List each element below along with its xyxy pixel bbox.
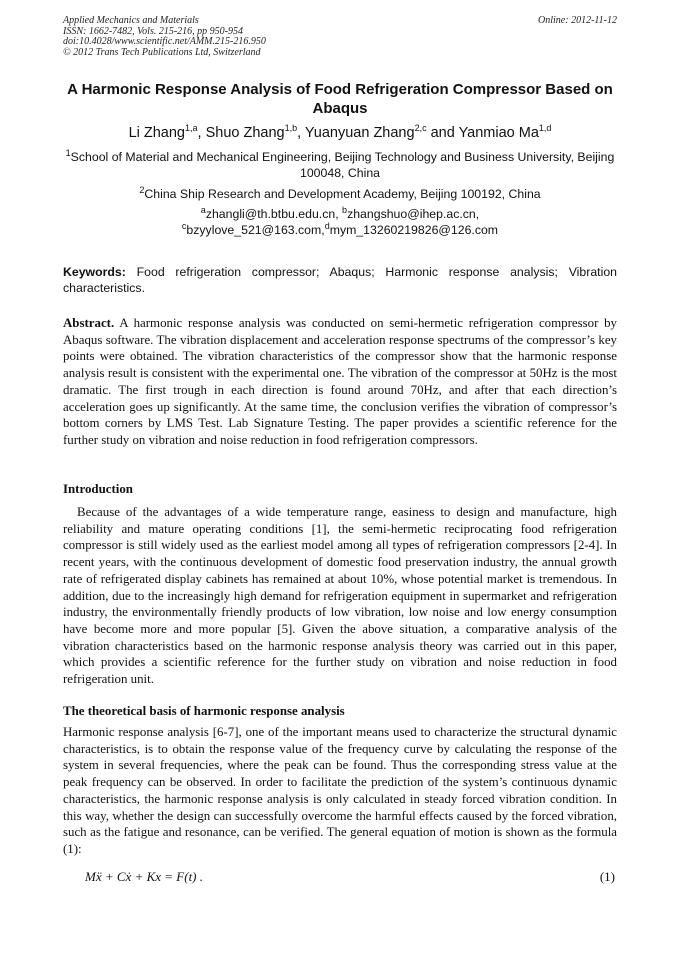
author-sep: and [426, 125, 459, 141]
introduction-heading: Introduction [63, 482, 133, 496]
email-a[interactable]: zhangli@th.btbu.edu.cn, [205, 207, 343, 221]
email-line-1 [63, 206, 617, 222]
author-name: Yanmiao Ma [458, 125, 539, 141]
paper-title: A Harmonic Response Analysis of Food Refrigeration Compressor Based on Abaqus [67, 81, 613, 117]
affiliation-2 [63, 186, 617, 202]
author-name: Li Zhang [128, 125, 185, 141]
affiliation-text: School of Material and Mechanical Engineering, Beijing Technology and Business University, Beijing 100048, China [70, 150, 615, 180]
affiliation-1 [63, 149, 617, 181]
email-line-2 [63, 222, 617, 238]
doi-line: doi:10.4028/www.scientific.net/AMM.215-216.950 [63, 36, 266, 47]
author-sep: , [297, 125, 305, 141]
affiliation-text: China Ship Research and Development Academy, Beijing 100192, China [144, 187, 541, 201]
journal-name: Applied Mechanics and Materials [63, 15, 199, 26]
abstract-text: A harmonic response analysis was conducted on semi-hermetic refrigeration compressor by Abaqus software. The vibration displacement and acceleration response spectrums of the compressor’s key points were obtained. The vibration characteristics of the compressor show that the harmonic response analysis result is consistent with the experimental one. The vibration of the compressor at 50Hz is the most dramatic. The first trough in each direction is found around 70Hz, and after that each direction’s acceleration goes up significantly. At the same time, the conclusion verifies the vibration of compressor’s bottom corners by LMS Test. Lab Signature Testing. The paper provides a scientific reference for the further study on vibration and noise reduction in food refrigeration compressors. [63, 316, 618, 447]
email-b[interactable]: zhangshuo@ihep.ac.cn, [347, 207, 480, 221]
keywords-text: Food refrigeration compressor; Abaqus; Harmonic response analysis; Vibration characteristics. [63, 265, 618, 295]
theory-paragraph: Harmonic response analysis [6-7], one of the important means used to characterize the structural dynamic characteristics, is to obtain the response value of the frequency curve by calculating the response of the system in several frequencies, where the peak can be found. Thus the corresponding stress value at the peak frequency can be observed. In order to facilitate the prediction of the system’s continuous dynamic characteristics, the harmonic response analysis is only calculated in steady forced vibration condition. In this way, whether the design can successfully overcome the harmful effects caused by the forced vibration, such as the fatigue and resonance, can be verified. The general equation of motion is shown as the formula (1): [63, 725, 617, 856]
equation-number: (1) [599, 869, 615, 884]
affiliation-sup: 1 [65, 147, 71, 158]
equation-1: Mẍ + Cẋ + Kx = F(t) . [85, 869, 204, 884]
theory-heading: The theoretical basis of harmonic response analysis [63, 704, 345, 718]
author-name: Shuo Zhang [205, 125, 285, 141]
author-sup: 1,d [538, 123, 552, 134]
author-sup: 2,c [414, 123, 427, 134]
keywords [63, 264, 617, 296]
author-sup: 1,b [284, 123, 298, 134]
online-date: Online: 2012-11-12 [538, 15, 617, 26]
issn-line: ISSN: 1662-7482, Vols. 215-216, pp 950-954 [63, 25, 243, 37]
copyright-line: © 2012 Trans Tech Publications Ltd, Switzerland [63, 46, 261, 58]
affiliation-sup: 2 [139, 184, 145, 195]
email-sup: c [181, 220, 187, 231]
introduction-paragraph: Because of the advantages of a wide temperature range, easiness to design and manufacture, high reliability and mature operating conditions [1], the semi-hermetic reciprocating food refrigeration compressor is still widely used as the earliest model among all types of refrigeration compressors [2-4]. In recent years, with the continuous development of domestic food preservation industry, the annual growth rate of refrigerated display cabinets has remained at about 10%, whose potential market is tremendous. In addition, due to the increasingly high demand for refrigeration equipment in supermarket and refrigeration industry, the environmentally friendly products of low vibration, low noise and low energy consumption have become more and more popular [5]. Given the above situation, a comparative analysis of the vibration characteristics based on the harmonic response analysis theory was carried out in this paper, which provides a scientific reference for the further study on vibration and noise reduction in food refrigeration unit. [63, 505, 617, 687]
author-sep: , [197, 125, 206, 141]
journal-header [63, 16, 617, 58]
email-d[interactable]: mym_13260219826@126.com [329, 223, 499, 237]
author-list [63, 124, 617, 142]
author-name: Yuanyuan Zhang [304, 125, 415, 141]
keywords-label: Keywords: [63, 265, 126, 279]
abstract-label: Abstract. [63, 316, 115, 330]
email-c[interactable]: bzyylove_521@163.com, [186, 223, 325, 237]
abstract [63, 315, 617, 449]
author-sup: 1,a [185, 123, 198, 134]
email-sup: a [200, 204, 206, 215]
email-sup: b [342, 204, 348, 215]
email-sup: d [324, 220, 330, 231]
email-block [63, 206, 617, 238]
